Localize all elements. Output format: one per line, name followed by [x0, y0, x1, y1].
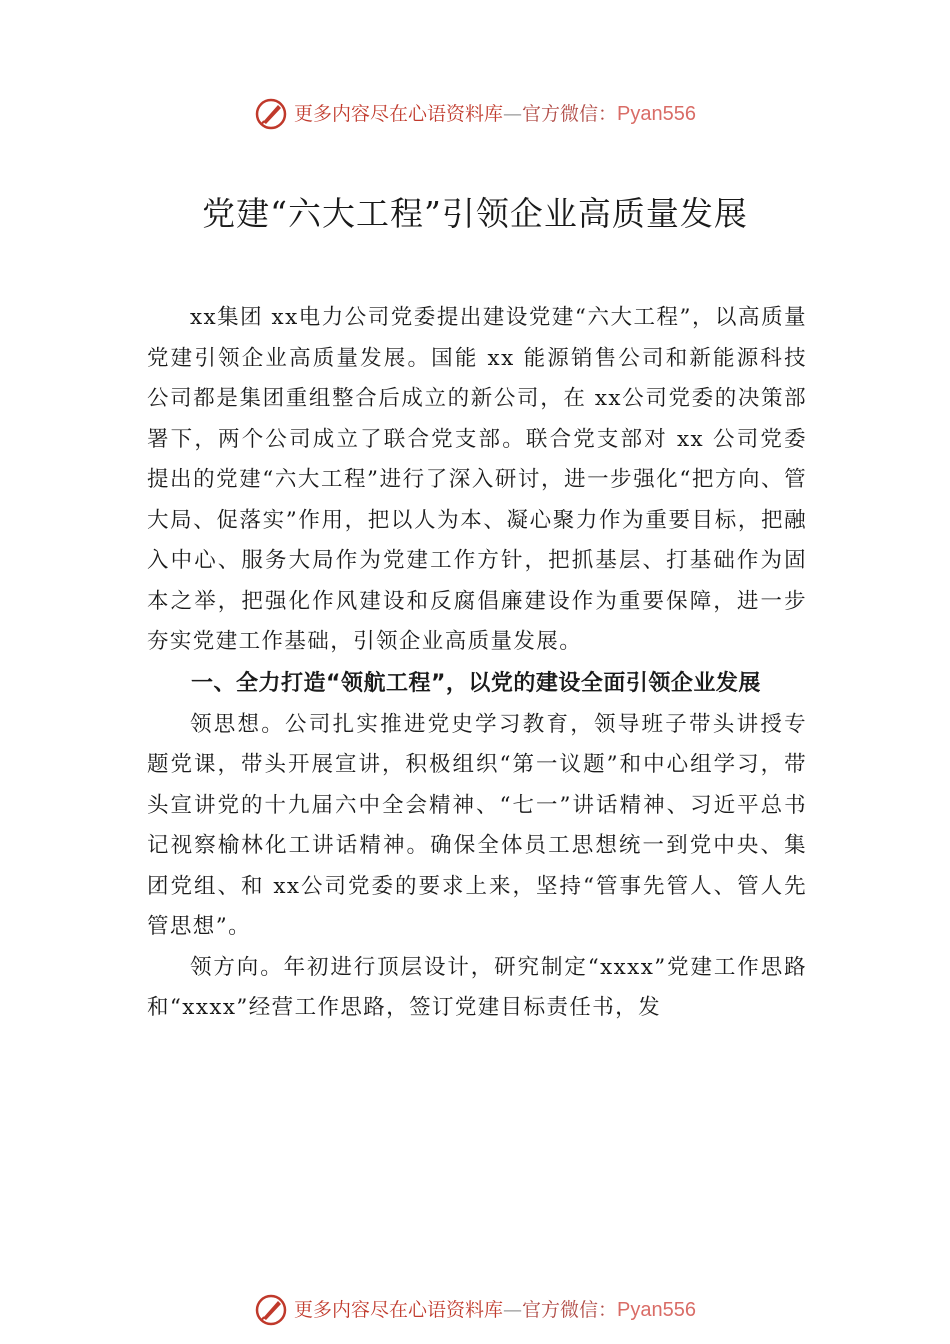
banner-handle: Pyan556	[617, 103, 696, 125]
banner-text	[294, 1300, 696, 1320]
section-heading: 一、全力打造“领航工程”，以党的建设全面引领企业发展	[191, 670, 761, 696]
banner-main-text: 更多内容尽在心语资料库	[294, 1299, 504, 1321]
document-title: 党建“六大工程”引领企业高质量发展	[202, 194, 748, 233]
banner-separator: —	[503, 1299, 523, 1321]
header-banner	[0, 94, 950, 134]
quill-pen-seal-icon	[254, 1293, 288, 1327]
banner-main-text: 更多内容尽在心语资料库	[294, 103, 504, 125]
banner-sub-text: 官方微信：	[522, 103, 618, 125]
document-body	[147, 298, 807, 1029]
body-paragraph: 领思想。公司扎实推进党史学习教育，领导班子带头讲授专题党课，带头开展宣讲，积极组织“第一议题”和中心组学习，带头宣讲党的十九届六中全会精神、“七一”讲话精神、习近平总书记视察榆林化工讲话精神。确保全体员工思想统一到党中央、集团党组、和 xx公司党委的要求上来，坚持“管事先管人、管人先管思想”。	[147, 711, 807, 939]
banner-handle: Pyan556	[617, 1299, 696, 1321]
footer-banner	[0, 1290, 950, 1330]
banner-separator: —	[503, 103, 523, 125]
quill-pen-seal-icon	[254, 97, 288, 131]
intro-paragraph: xx集团 xx电力公司党委提出建设党建“六大工程”，以高质量党建引领企业高质量发展。国能 xx 能源销售公司和新能源科技公司都是集团重组整合后成立的新公司，在 xx公司党委的决策部署下，两个公司成立了联合党支部。联合党支部对 xx 公司党委提出的党建“六大工程”进行了深入研讨，进一步强化“把方向、管大局、促落实”作用，把以人为本、凝心聚力作为重要目标，把融入中心、服务大局作为党建工作方针，把抓基层、打基础作为固本之举，把强化作风建设和反腐倡廉建设作为重要保障，进一步夯实党建工作基础，引领企业高质量发展。	[147, 305, 807, 654]
banner-sub-text: 官方微信：	[522, 1299, 618, 1321]
banner-text	[294, 104, 696, 124]
body-paragraph: 领方向。年初进行顶层设计，研究制定“xxxx”党建工作思路和“xxxx”经营工作思路，签订党建目标责任书，发	[147, 954, 807, 1020]
